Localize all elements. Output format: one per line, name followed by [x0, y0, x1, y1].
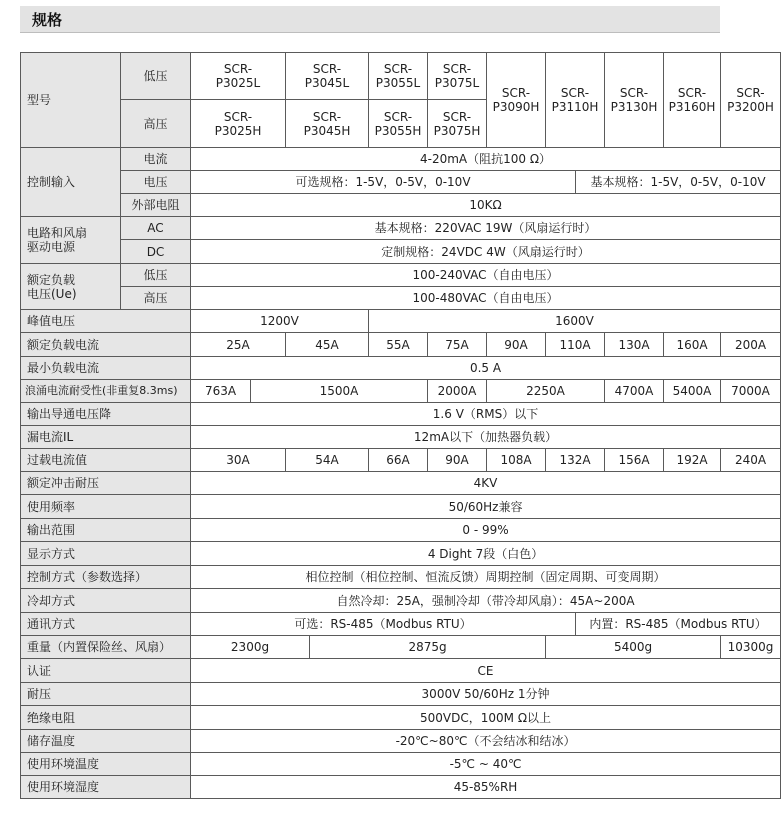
- model-cell: SCR- P3055H: [369, 100, 428, 148]
- value-cell: 5400A: [664, 380, 721, 403]
- env-temp-label: 使用环境温度: [21, 753, 191, 776]
- value-cell: 5400g: [546, 636, 721, 659]
- model-cell: SCR- P3160H: [664, 53, 721, 148]
- cert-label: 认证: [21, 659, 191, 683]
- value-cell: 130A: [605, 333, 664, 357]
- withstand-label: 耐压: [21, 683, 191, 706]
- section-title: 规格: [32, 11, 63, 29]
- value-cell: 90A: [428, 449, 487, 472]
- resistor-value: 10KΩ: [191, 194, 781, 217]
- dc-sublabel: DC: [121, 240, 191, 264]
- value-cell: 2300g: [191, 636, 310, 659]
- value-cell: 2250A: [487, 380, 605, 403]
- value-cell: 1500A: [251, 380, 428, 403]
- impulse-label: 额定冲击耐压: [21, 472, 191, 495]
- model-cell: SCR- P3025L: [191, 53, 286, 100]
- display-label: 显示方式: [21, 542, 191, 566]
- range-label: 输出范围: [21, 519, 191, 542]
- insulation-value: 500VDC，100M Ω以上: [191, 706, 781, 730]
- display-value: 4 Dight 7段（白色）: [191, 542, 781, 566]
- drop-value: 1.6 V（RMS）以下: [191, 403, 781, 426]
- freq-value: 50/60Hz兼容: [191, 495, 781, 519]
- value-cell: 200A: [721, 333, 781, 357]
- rated-voltage-high-value: 100-480VAC（自由电压）: [191, 287, 781, 310]
- overload-label: 过载电流值: [21, 449, 191, 472]
- env-humidity-value: 45-85%RH: [191, 776, 781, 799]
- voltage-basic: 基本规格：1-5V，0-5V，0-10V: [576, 171, 781, 194]
- value-cell: 240A: [721, 449, 781, 472]
- value-cell: 4700A: [605, 380, 664, 403]
- cooling-label: 冷却方式: [21, 589, 191, 613]
- cooling-value: 自然冷却：25A，强制冷却（带冷却风扇）：45A~200A: [191, 589, 781, 613]
- voltage-optional: 可选规格：1-5V，0-5V，0-10V: [191, 171, 576, 194]
- range-value: 0 - 99%: [191, 519, 781, 542]
- peak-voltage-label: 峰值电压: [21, 310, 191, 333]
- model-cell: SCR- P3025H: [191, 100, 286, 148]
- value-cell: 132A: [546, 449, 605, 472]
- dc-value: 定制规格：24VDC 4W（风扇运行时）: [191, 240, 781, 264]
- model-label: 型号: [21, 53, 121, 148]
- current-sublabel: 电流: [121, 148, 191, 171]
- model-low-label: 低压: [121, 53, 191, 100]
- cert-value: CE: [191, 659, 781, 683]
- voltage-sublabel: 电压: [121, 171, 191, 194]
- withstand-value: 3000V 50/60Hz 1分钟: [191, 683, 781, 706]
- impulse-value: 4KV: [191, 472, 781, 495]
- resistor-sublabel: 外部电阻: [121, 194, 191, 217]
- model-high-label: 高压: [121, 100, 191, 148]
- value-cell: 2000A: [428, 380, 487, 403]
- comm-builtin: 内置：RS-485（Modbus RTU）: [576, 613, 781, 636]
- value-cell: 90A: [487, 333, 546, 357]
- value-cell: 763A: [191, 380, 251, 403]
- surge-label: 浪涌电流耐受性(非重复8.3ms): [21, 380, 191, 403]
- value-cell: 25A: [191, 333, 286, 357]
- model-cell: SCR- P3075H: [428, 100, 487, 148]
- value-cell: 192A: [664, 449, 721, 472]
- control-mode-value: 相位控制（相位控制、恒流反馈）周期控制（固定周期、可变周期）: [191, 566, 781, 589]
- min-current-label: 最小负载电流: [21, 357, 191, 380]
- leak-value: 12mA以下（加热器负载）: [191, 426, 781, 449]
- storage-temp-value: -20℃~80℃（不会结冰和结冰）: [191, 730, 781, 753]
- rated-voltage-label: 额定负载 电压(Ue): [21, 264, 121, 310]
- value-cell: 7000A: [721, 380, 781, 403]
- comm-optional: 可选：RS-485（Modbus RTU）: [191, 613, 576, 636]
- model-cell: SCR- P3045H: [286, 100, 369, 148]
- value-cell: 2875g: [310, 636, 546, 659]
- drop-label: 输出导通电压降: [21, 403, 191, 426]
- rated-current-label: 额定负载电流: [21, 333, 191, 357]
- rated-voltage-low-value: 100-240VAC（自由电压）: [191, 264, 781, 287]
- insulation-label: 绝缘电阻: [21, 706, 191, 730]
- leak-label: 漏电流IL: [21, 426, 191, 449]
- rated-voltage-low-label: 低压: [121, 264, 191, 287]
- ac-sublabel: AC: [121, 217, 191, 240]
- model-cell: SCR- P3200H: [721, 53, 781, 148]
- model-cell: SCR- P3045L: [286, 53, 369, 100]
- value-cell: 10300g: [721, 636, 781, 659]
- value-cell: 54A: [286, 449, 369, 472]
- env-temp-value: -5℃ ~ 40℃: [191, 753, 781, 776]
- storage-temp-label: 储存温度: [21, 730, 191, 753]
- section-header: [20, 6, 720, 33]
- min-current-value: 0.5 A: [191, 357, 781, 380]
- weight-label: 重量（内置保险丝、风扇）: [21, 636, 191, 659]
- value-cell: 108A: [487, 449, 546, 472]
- value-cell: 45A: [286, 333, 369, 357]
- value-cell: 160A: [664, 333, 721, 357]
- value-cell: 75A: [428, 333, 487, 357]
- model-cell: SCR- P3130H: [605, 53, 664, 148]
- peak-voltage-1200: 1200V: [191, 310, 369, 333]
- comm-label: 通讯方式: [21, 613, 191, 636]
- control-mode-label: 控制方式（参数选择）: [21, 566, 191, 589]
- value-cell: 55A: [369, 333, 428, 357]
- ac-value: 基本规格：220VAC 19W（风扇运行时）: [191, 217, 781, 240]
- spec-table: [20, 52, 781, 799]
- model-cell: SCR- P3075L: [428, 53, 487, 100]
- model-cell: SCR- P3090H: [487, 53, 546, 148]
- peak-voltage-1600: 1600V: [369, 310, 781, 333]
- control-input-label: 控制输入: [21, 148, 121, 217]
- fan-power-label: 电路和风扇 驱动电源: [21, 217, 121, 264]
- rated-voltage-high-label: 高压: [121, 287, 191, 310]
- model-cell: SCR- P3110H: [546, 53, 605, 148]
- value-cell: 66A: [369, 449, 428, 472]
- value-cell: 30A: [191, 449, 286, 472]
- env-humidity-label: 使用环境湿度: [21, 776, 191, 799]
- model-cell: SCR- P3055L: [369, 53, 428, 100]
- value-cell: 156A: [605, 449, 664, 472]
- current-value: 4-20mA（阻抗100 Ω）: [191, 148, 781, 171]
- freq-label: 使用频率: [21, 495, 191, 519]
- value-cell: 110A: [546, 333, 605, 357]
